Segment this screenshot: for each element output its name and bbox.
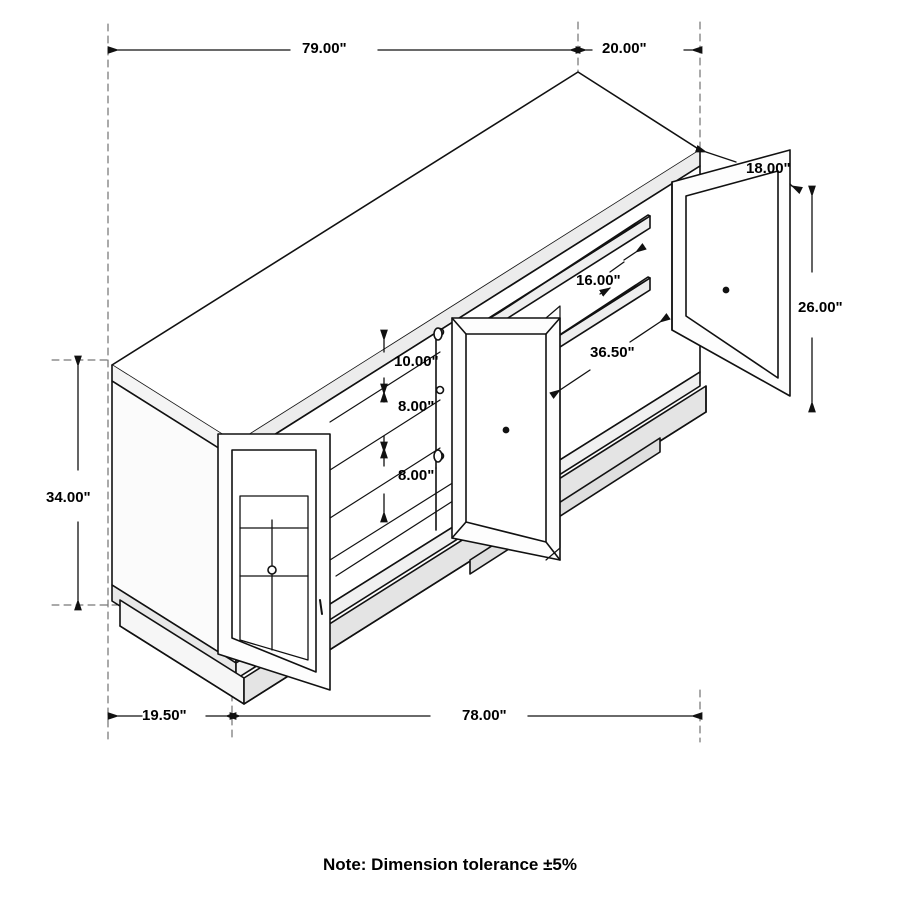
dimension-label-top-width: 79.00" <box>302 40 347 57</box>
dimension-label-door-height-right: 26.00" <box>798 299 843 316</box>
dimension-label-door-width-right: 18.00" <box>746 160 791 177</box>
dimension-label-base-left: 19.50" <box>142 707 187 724</box>
dimension-label-overall-height: 34.00" <box>46 489 91 506</box>
tolerance-note: Note: Dimension tolerance ±5% <box>323 855 577 874</box>
dimension-label-shelf-right: 16.00" <box>576 272 621 289</box>
dimension-label-top-depth: 20.00" <box>602 40 647 57</box>
dimension-label-compartment-bottom: 8.00" <box>398 467 435 484</box>
dimension-label-compartment-mid: 8.00" <box>398 398 435 415</box>
dimension-label-compartment-top: 10.00" <box>394 353 439 370</box>
dimension-label-interior-width: 36.50" <box>590 344 635 361</box>
dimension-label-base-width: 78.00" <box>462 707 507 724</box>
